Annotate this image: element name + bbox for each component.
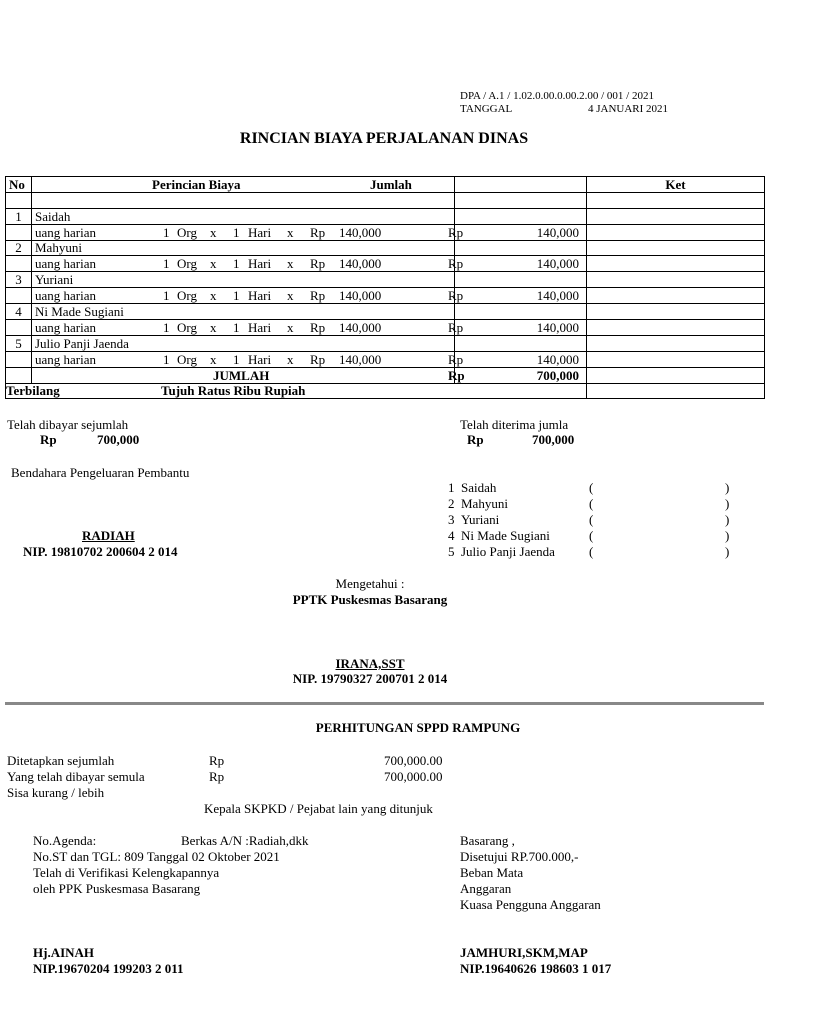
table-spacer-row <box>6 192 765 208</box>
ppk-nip: NIP.19670204 199203 2 011 <box>33 961 184 976</box>
dpa-number: DPA / A.1 / 1.02.0.00.0.00.2.00 / 001 / 2021 <box>460 90 654 102</box>
ket-cell <box>587 367 765 383</box>
sppd-line-rp: Rp <box>209 769 225 784</box>
recipient-number: 5 <box>448 544 455 559</box>
header-ket: Ket <box>587 177 765 193</box>
table-row <box>6 335 765 351</box>
qty-value: 1 <box>163 351 170 367</box>
ket-cell <box>587 256 765 272</box>
org-unit: Org <box>177 319 197 335</box>
terbilang-row <box>6 383 765 399</box>
days-value: 1 <box>233 224 240 240</box>
recipient-number: 3 <box>448 512 455 527</box>
table-row <box>6 256 765 272</box>
amount-value: 140,000 <box>536 256 579 272</box>
terbilang-empty <box>455 383 587 399</box>
rate-value: 140,000 <box>339 351 382 367</box>
header-jumlah: Jumlah <box>455 177 587 193</box>
amount-empty <box>455 208 587 224</box>
pptk-name: IRANA,SST <box>335 656 405 671</box>
item-label: uang harian <box>35 224 97 240</box>
qty-value: 1 <box>163 288 170 304</box>
table-row <box>6 240 765 256</box>
total-amount <box>448 367 587 383</box>
kepala-skpkd: Kepala SKPKD / Pejabat lain yang ditunjuk <box>204 801 433 816</box>
item-label: uang harian <box>35 319 97 335</box>
ket-cell <box>587 288 765 304</box>
row-number: 3 <box>6 272 32 288</box>
approved-text: Disetujui RP.700.000,- <box>460 849 579 864</box>
kpa-name: JAMHURI,SKM,MAP <box>460 945 588 960</box>
rate-value: 140,000 <box>339 288 382 304</box>
row-number-empty <box>6 288 32 304</box>
terbilang-cell <box>6 383 455 399</box>
amount-currency: Rp <box>448 256 464 272</box>
amount-cell <box>448 351 587 367</box>
ppk-name: Hj.AINAH <box>33 945 95 960</box>
qty-value: 1 <box>163 224 170 240</box>
cost-calculation <box>32 288 455 304</box>
total-label-text: JUMLAH <box>213 367 270 383</box>
signature-close: ) <box>725 512 730 527</box>
ppk-text: oleh PPK Puskesmasa Basarang <box>33 881 201 896</box>
paid-value: 700,000 <box>97 432 140 447</box>
hari-unit: Hari <box>248 351 272 367</box>
bendahara-nip: NIP. 19810702 200604 2 014 <box>23 544 178 559</box>
cost-calculation <box>32 351 455 367</box>
ket-cell <box>587 335 765 351</box>
amount-value: 140,000 <box>536 319 579 335</box>
amount-empty <box>455 304 587 320</box>
multiply-sign: x <box>210 351 217 367</box>
cost-calculation <box>32 224 455 240</box>
hari-unit: Hari <box>248 319 272 335</box>
row-number: 4 <box>6 304 32 320</box>
rate-currency: Rp <box>310 351 326 367</box>
table-row <box>6 224 765 240</box>
sppd-line-value: 700,000.00 <box>384 769 443 784</box>
sppd-line-rp: Rp <box>209 753 225 768</box>
rate-value: 140,000 <box>339 256 382 272</box>
qty-value: 1 <box>163 319 170 335</box>
traveler-name: Mahyuni <box>32 240 455 256</box>
multiply-sign: x <box>210 224 217 240</box>
recipient-name: Julio Panji Jaenda <box>461 544 555 559</box>
rate-currency: Rp <box>310 319 326 335</box>
amount-cell <box>448 256 587 272</box>
row-number-empty <box>6 224 32 240</box>
header-perincian: Perincian Biaya <box>32 177 455 193</box>
agenda-label: No.Agenda: <box>33 833 97 848</box>
item-label: uang harian <box>35 288 97 304</box>
days-value: 1 <box>233 319 240 335</box>
st-number: No.ST dan TGL: 809 Tanggal 02 Oktober 2021 <box>33 849 280 864</box>
sppd-line-value: 700,000.00 <box>384 753 443 768</box>
amount-cell <box>448 288 587 304</box>
row-number: 2 <box>6 240 32 256</box>
row-number-empty <box>6 256 32 272</box>
amount-value: 140,000 <box>536 224 579 240</box>
cost-calculation <box>32 320 455 336</box>
berkas: Berkas A/N :Radiah,dkk <box>181 833 309 848</box>
recipient-name: Yuriani <box>461 512 500 527</box>
verification-text: Telah di Verifikasi Kelengkapannya <box>33 865 220 880</box>
table-row <box>6 288 765 304</box>
traveler-name: Julio Panji Jaenda <box>32 335 455 351</box>
multiply-sign: x <box>210 288 217 304</box>
table-header-row <box>6 177 765 193</box>
kpa-text: Kuasa Pengguna Anggaran <box>460 897 601 912</box>
ket-cell <box>587 320 765 336</box>
mengetahui-label: Mengetahui : <box>335 576 405 591</box>
table-row <box>6 351 765 367</box>
days-value: 1 <box>233 256 240 272</box>
terbilang-value: Tujuh Ratus Ribu Rupiah <box>161 383 306 399</box>
kpa-nip: NIP.19640626 198603 1 017 <box>460 961 612 976</box>
table-row <box>6 320 765 336</box>
beban-text: Beban Mata <box>460 865 524 880</box>
tanggal-label: TANGGAL <box>460 103 513 115</box>
sppd-title: PERHITUNGAN SPPD RAMPUNG <box>315 720 521 735</box>
traveler-name: Ni Made Sugiani <box>32 304 455 320</box>
cost-table <box>5 176 765 399</box>
sppd-line-label: Yang telah dibayar semula <box>7 769 145 784</box>
total-empty <box>6 367 32 383</box>
amount-currency: Rp <box>448 288 464 304</box>
hari-unit: Hari <box>248 224 272 240</box>
recipient-number: 4 <box>448 528 455 543</box>
amount-value: 140,000 <box>536 351 579 367</box>
hari-unit: Hari <box>248 256 272 272</box>
row-number: 5 <box>6 335 32 351</box>
received-label: Telah diterima jumla <box>460 417 569 432</box>
ket-cell <box>587 224 765 240</box>
ket-cell <box>587 383 765 399</box>
table-row <box>6 304 765 320</box>
total-currency: Rp <box>448 367 465 383</box>
rate-value: 140,000 <box>339 224 382 240</box>
pptk-org: PPTK Puskesmas Basarang <box>292 592 448 607</box>
page-title: RINCIAN BIAYA PERJALANAN DINAS <box>239 130 529 147</box>
signature-close: ) <box>725 528 730 543</box>
total-label <box>32 367 455 383</box>
item-label: uang harian <box>35 256 97 272</box>
multiply-sign: x <box>287 224 294 240</box>
amount-currency: Rp <box>448 224 464 240</box>
recipient-name: Mahyuni <box>461 496 508 511</box>
signature-open: ( <box>589 528 594 543</box>
traveler-name: Yuriani <box>32 272 455 288</box>
row-number-empty <box>6 351 32 367</box>
anggaran-text: Anggaran <box>460 881 512 896</box>
sppd-line-label: Sisa kurang / lebih <box>7 785 105 800</box>
signature-close: ) <box>725 496 730 511</box>
section-divider <box>5 702 764 705</box>
multiply-sign: x <box>287 288 294 304</box>
days-value: 1 <box>233 351 240 367</box>
row-number-empty <box>6 320 32 336</box>
tanggal-value: 4 JANUARI 2021 <box>588 103 669 115</box>
signature-open: ( <box>589 512 594 527</box>
cost-calculation <box>32 256 455 272</box>
amount-cell <box>448 319 587 336</box>
signature-open: ( <box>589 496 594 511</box>
bendahara-title: Bendahara Pengeluaran Pembantu <box>11 465 190 480</box>
amount-empty <box>455 272 587 288</box>
amount-empty <box>455 335 587 351</box>
rate-currency: Rp <box>310 256 326 272</box>
total-row <box>6 367 765 383</box>
terbilang-label: Terbilang <box>6 383 60 399</box>
hari-unit: Hari <box>248 288 272 304</box>
pptk-nip: NIP. 19790327 200701 2 014 <box>292 671 448 686</box>
signature-close: ) <box>725 544 730 559</box>
recipient-name: Ni Made Sugiani <box>461 528 550 543</box>
bendahara-name: RADIAH <box>82 528 135 543</box>
table-row <box>6 272 765 288</box>
rate-value: 140,000 <box>339 319 382 335</box>
total-value: 700,000 <box>536 367 579 383</box>
signature-close: ) <box>725 480 730 495</box>
amount-value: 140,000 <box>536 288 579 304</box>
ket-cell <box>587 208 765 224</box>
row-number: 1 <box>6 208 32 224</box>
multiply-sign: x <box>210 256 217 272</box>
received-rp: Rp <box>467 432 484 447</box>
ket-cell <box>587 304 765 320</box>
org-unit: Org <box>177 288 197 304</box>
header-no: No <box>6 177 32 193</box>
org-unit: Org <box>177 351 197 367</box>
rate-currency: Rp <box>310 288 326 304</box>
recipient-number: 1 <box>448 480 455 495</box>
place-text: Basarang , <box>460 833 515 848</box>
ket-cell <box>587 240 765 256</box>
traveler-name: Saidah <box>32 208 455 224</box>
amount-cell <box>448 224 587 240</box>
recipient-number: 2 <box>448 496 455 511</box>
ket-cell <box>587 351 765 367</box>
multiply-sign: x <box>210 319 217 335</box>
ket-cell <box>587 272 765 288</box>
qty-value: 1 <box>163 256 170 272</box>
paid-label: Telah dibayar sejumlah <box>7 417 129 432</box>
days-value: 1 <box>233 288 240 304</box>
signature-open: ( <box>589 480 594 495</box>
recipient-name: Saidah <box>461 480 497 495</box>
item-label: uang harian <box>35 351 97 367</box>
amount-currency: Rp <box>448 351 464 367</box>
org-unit: Org <box>177 256 197 272</box>
amount-empty <box>455 240 587 256</box>
received-value: 700,000 <box>532 432 575 447</box>
amount-currency: Rp <box>448 319 464 335</box>
signature-open: ( <box>589 544 594 559</box>
paid-rp: Rp <box>40 432 57 447</box>
multiply-sign: x <box>287 351 294 367</box>
org-unit: Org <box>177 224 197 240</box>
multiply-sign: x <box>287 319 294 335</box>
sppd-line-label: Ditetapkan sejumlah <box>7 753 115 768</box>
multiply-sign: x <box>287 256 294 272</box>
rate-currency: Rp <box>310 224 326 240</box>
table-row <box>6 208 765 224</box>
